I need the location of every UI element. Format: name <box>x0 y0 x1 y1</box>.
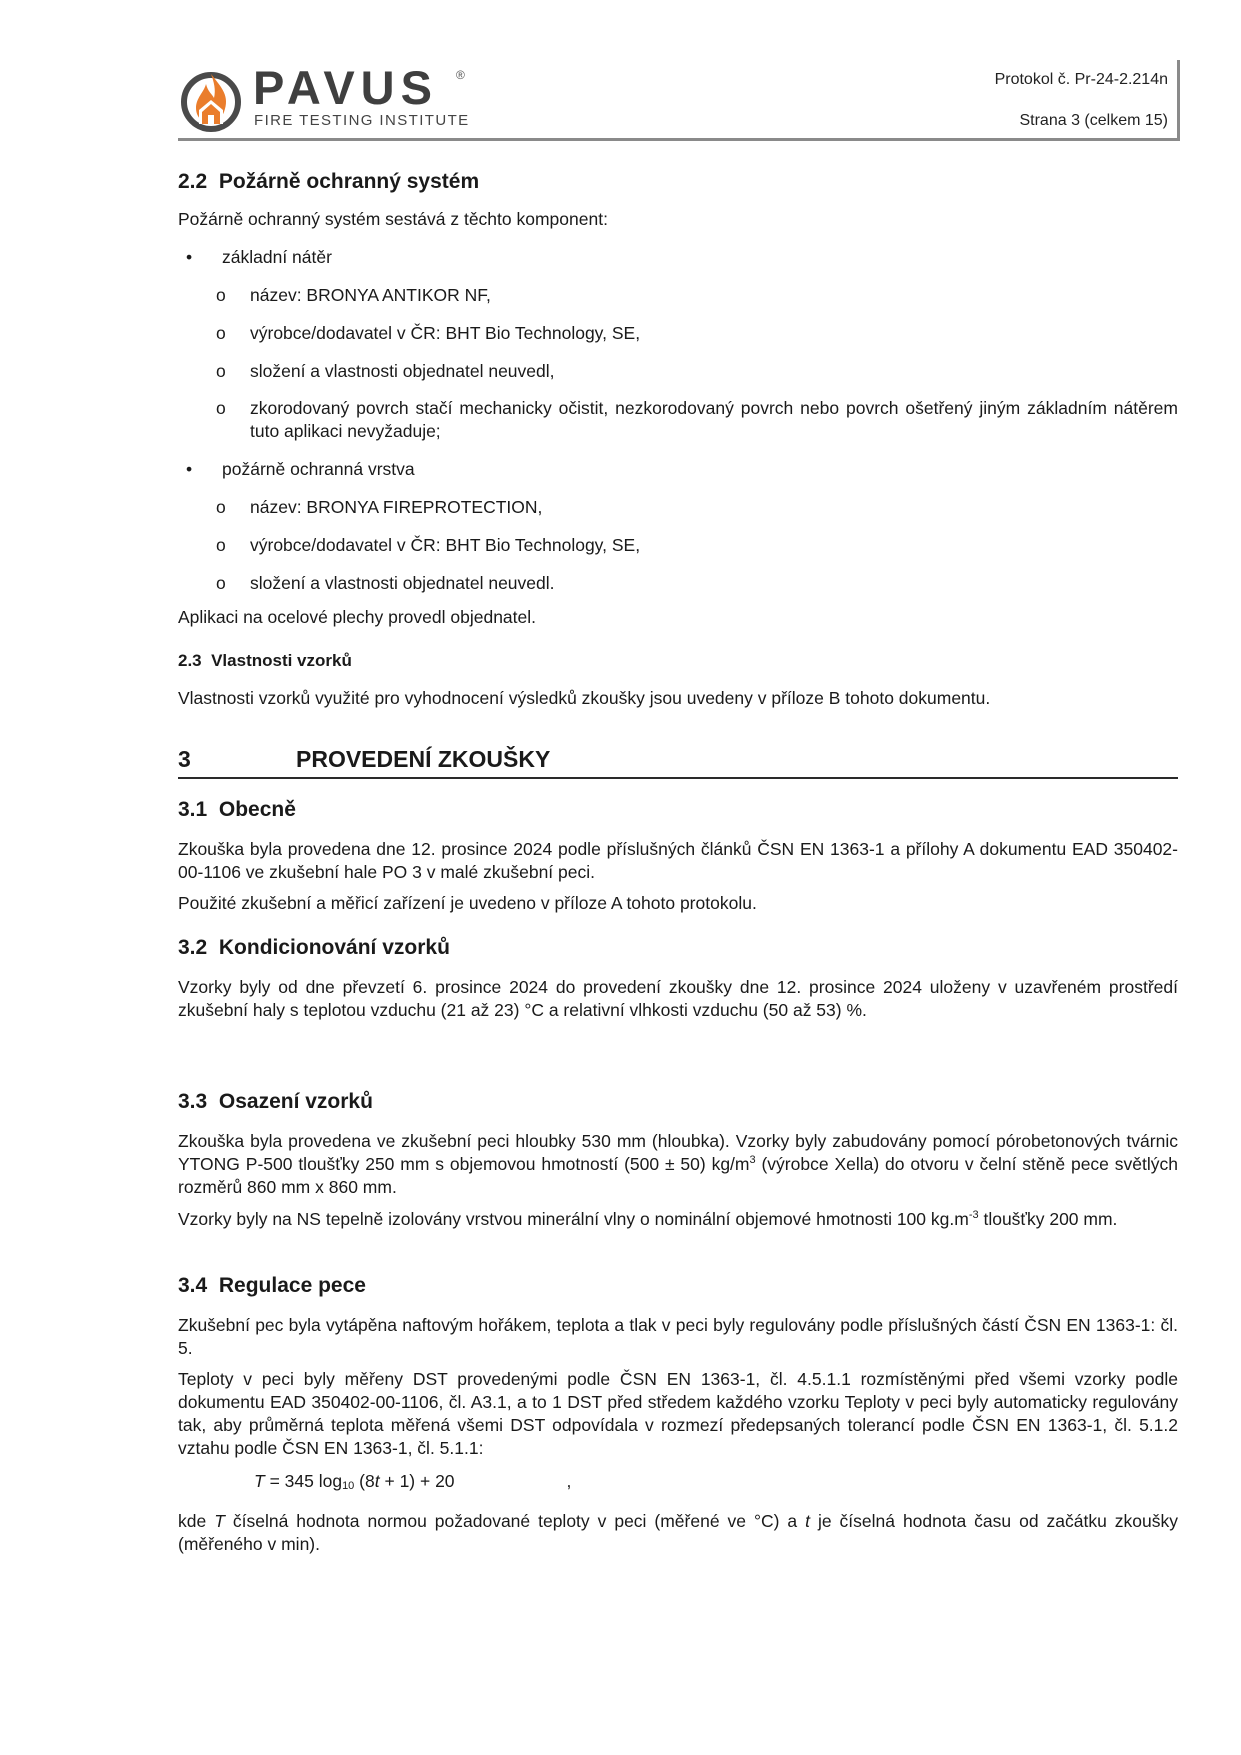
registered-mark: ® <box>456 68 465 82</box>
logo-subtitle: FIRE TESTING INSTITUTE <box>254 112 470 129</box>
sub-list-item-text: název: BRONYA ANTIKOR NF, <box>250 285 491 305</box>
protocol-number: Protokol č. Pr-24-2.214n <box>994 71 1168 88</box>
formula-text: = 345 log <box>264 1471 343 1491</box>
section-paragraph: Vlastnosti vzorků využité pro vyhodnocení výsledků zkoušky jsou uvedeny v příloze B tohoto dokumentu. <box>178 688 991 708</box>
formula-variable: t <box>374 1471 380 1491</box>
paragraph-text: kde <box>178 1511 215 1531</box>
paragraph-text: je číselná hodnota času od začátku zkoušky (měřeného v min). <box>178 1511 1179 1554</box>
sub-bullet-icon: o <box>216 398 226 418</box>
sub-bullet-icon: o <box>216 323 226 343</box>
sub-list-item-text: zkorodovaný povrch stačí mechanicky očistit, nezkorodovaný povrch nebo povrch ošetřený jiným základním nátěrem tuto aplikaci nevyžaduje; <box>250 398 1178 441</box>
section-paragraph: Vzorky byly od dne převzetí 6. prosince 2024 do provedení zkoušky dne 12. prosince 2024 uloženy v uzavřeném prostředí zkušební haly s teplotou vzduchu (21 až 23) °C a relativní vlhkosti vzduchu (50 až 53) %. <box>178 977 1178 1020</box>
formula-variable: t <box>805 1511 810 1531</box>
section-paragraph: Použité zkušební a měřicí zařízení je uvedeno v příloze A tohoto protokolu. <box>178 893 757 913</box>
paragraph-text: Zkouška byla provedena ve zkušební peci hloubky 530 mm (hloubka). Vzorky byly zabudovány pomocí pórobetonových tvárnic YTONG P-500 tloušťky 250 mm s objemovou hmotností (500 ± 50) kg/m <box>178 1131 1178 1174</box>
paragraph-text: (výrobce Xella) do otvoru v čelní stěně pece světlých rozměrů 860 mm x 860 mm. <box>178 1154 1178 1197</box>
section-title: Osazení vzorků <box>218 1090 373 1113</box>
temperature-formula <box>254 1471 571 1492</box>
sub-list-item-text: složení a vlastnosti objednatel neuvedl. <box>250 573 555 593</box>
section-paragraph: Zkušební pec byla vytápěna naftovým hořákem, teplota a tlak v peci byly regulovány podle příslušných částí ČSN EN 1363-1: čl. 5. <box>178 1315 1178 1358</box>
section-paragraph: Zkouška byla provedena dne 12. prosince 2024 podle příslušných článků ČSN EN 1363-1 a přílohy A dokumentu EAD 350402-00-1106 ve zkušební hale PO 3 v malé zkušební peci. <box>178 839 1178 882</box>
flame-icon <box>178 66 244 134</box>
list-item-label: základní nátěr <box>222 247 332 267</box>
list-item-label: požárně ochranná vrstva <box>222 459 415 479</box>
section-number: 3.2 <box>178 936 208 959</box>
formula-comma: , <box>566 1471 572 1491</box>
section-heading-2-2 <box>178 170 1178 194</box>
section-title: Požárně ochranný systém <box>218 170 480 193</box>
section-heading-3-3 <box>178 1090 1178 1114</box>
section-number: 2.2 <box>178 170 208 193</box>
sub-bullet-icon: o <box>216 361 226 381</box>
superscript: -3 <box>968 1209 979 1221</box>
sub-bullet-icon: o <box>216 573 226 593</box>
paragraph-text: číselná hodnota normou požadované teploty v peci (měřené ve °C) a <box>224 1511 806 1531</box>
section-outro: Aplikaci na ocelové plechy provedl objednatel. <box>178 607 537 627</box>
sub-list-item-text: název: BRONYA FIREPROTECTION, <box>250 497 543 517</box>
sub-list-item-text: výrobce/dodavatel v ČR: BHT Bio Technology, SE, <box>250 323 641 343</box>
sub-bullet-icon: o <box>216 497 226 517</box>
bullet-icon: • <box>186 247 193 267</box>
sub-list-item-text: výrobce/dodavatel v ČR: BHT Bio Technology, SE, <box>250 535 641 555</box>
formula-variable: T <box>254 1471 265 1491</box>
sub-list-item-text: složení a vlastnosti objednatel neuvedl, <box>250 361 555 381</box>
formula-subscript: 10 <box>342 1480 355 1492</box>
bullet-icon: • <box>186 459 193 479</box>
section-heading-2-3 <box>178 651 1178 671</box>
superscript: 3 <box>749 1154 756 1166</box>
paragraph-text: tloušťky 200 mm. <box>978 1209 1118 1229</box>
section-heading-3-1 <box>178 798 1178 822</box>
page-number: Strana 3 (celkem 15) <box>1019 112 1168 129</box>
section-paragraph: Teploty v peci byly měřeny DST provedenými podle ČSN EN 1363-1, čl. 4.5.1.1 rozmístěnými před všemi vzorky podle dokumentu EAD 350402-00-1106, čl. A3.1, a to 1 DST před středem každého vzorku Teploty v peci byly automaticky regulovány tak, aby průměrná teplota měřená všemi DST odpovídala v rozmezí předepsaných tolerancí podle ČSN EN 1363-1, čl. 5.1.2 vztahu podle ČSN EN 1363-1, čl. 5.1.1: <box>178 1369 1178 1458</box>
header-horizontal-rule <box>178 138 1180 141</box>
sub-bullet-icon: o <box>216 535 226 555</box>
section-title: Vlastnosti vzorků <box>211 651 352 670</box>
section-number: 3.3 <box>178 1090 208 1113</box>
section-intro: Požárně ochranný systém sestává z těchto komponent: <box>178 209 608 229</box>
chapter-number: 3 <box>178 746 191 772</box>
pavus-logo <box>178 61 478 134</box>
logo-wordmark: PAVUS <box>253 61 438 114</box>
page-header <box>178 60 1180 140</box>
formula-variable: T <box>214 1511 225 1531</box>
sub-bullet-icon: o <box>216 285 226 305</box>
section-paragraph <box>178 1208 1178 1231</box>
section-number: 2.3 <box>178 651 202 670</box>
chapter-rule <box>178 777 1178 779</box>
section-number: 3.4 <box>178 1274 208 1297</box>
section-paragraph <box>178 1130 1178 1199</box>
section-heading-3-4 <box>178 1274 1178 1298</box>
header-vertical-rule <box>1177 60 1180 140</box>
section-heading-3-2 <box>178 936 1178 960</box>
formula-text: + 1) + 20 <box>379 1471 455 1491</box>
section-title: Kondicionování vzorků <box>218 936 450 959</box>
section-paragraph <box>178 1510 1178 1556</box>
chapter-title: PROVEDENÍ ZKOUŠKY <box>296 746 551 772</box>
section-number: 3.1 <box>178 798 208 821</box>
section-title: Obecně <box>218 798 296 821</box>
section-title: Regulace pece <box>218 1274 366 1297</box>
paragraph-text: Vzorky byly na NS tepelně izolovány vrstvou minerální vlny o nominální objemové hmotnosti 100 kg.m <box>178 1209 969 1229</box>
formula-text: (8 <box>354 1471 375 1491</box>
